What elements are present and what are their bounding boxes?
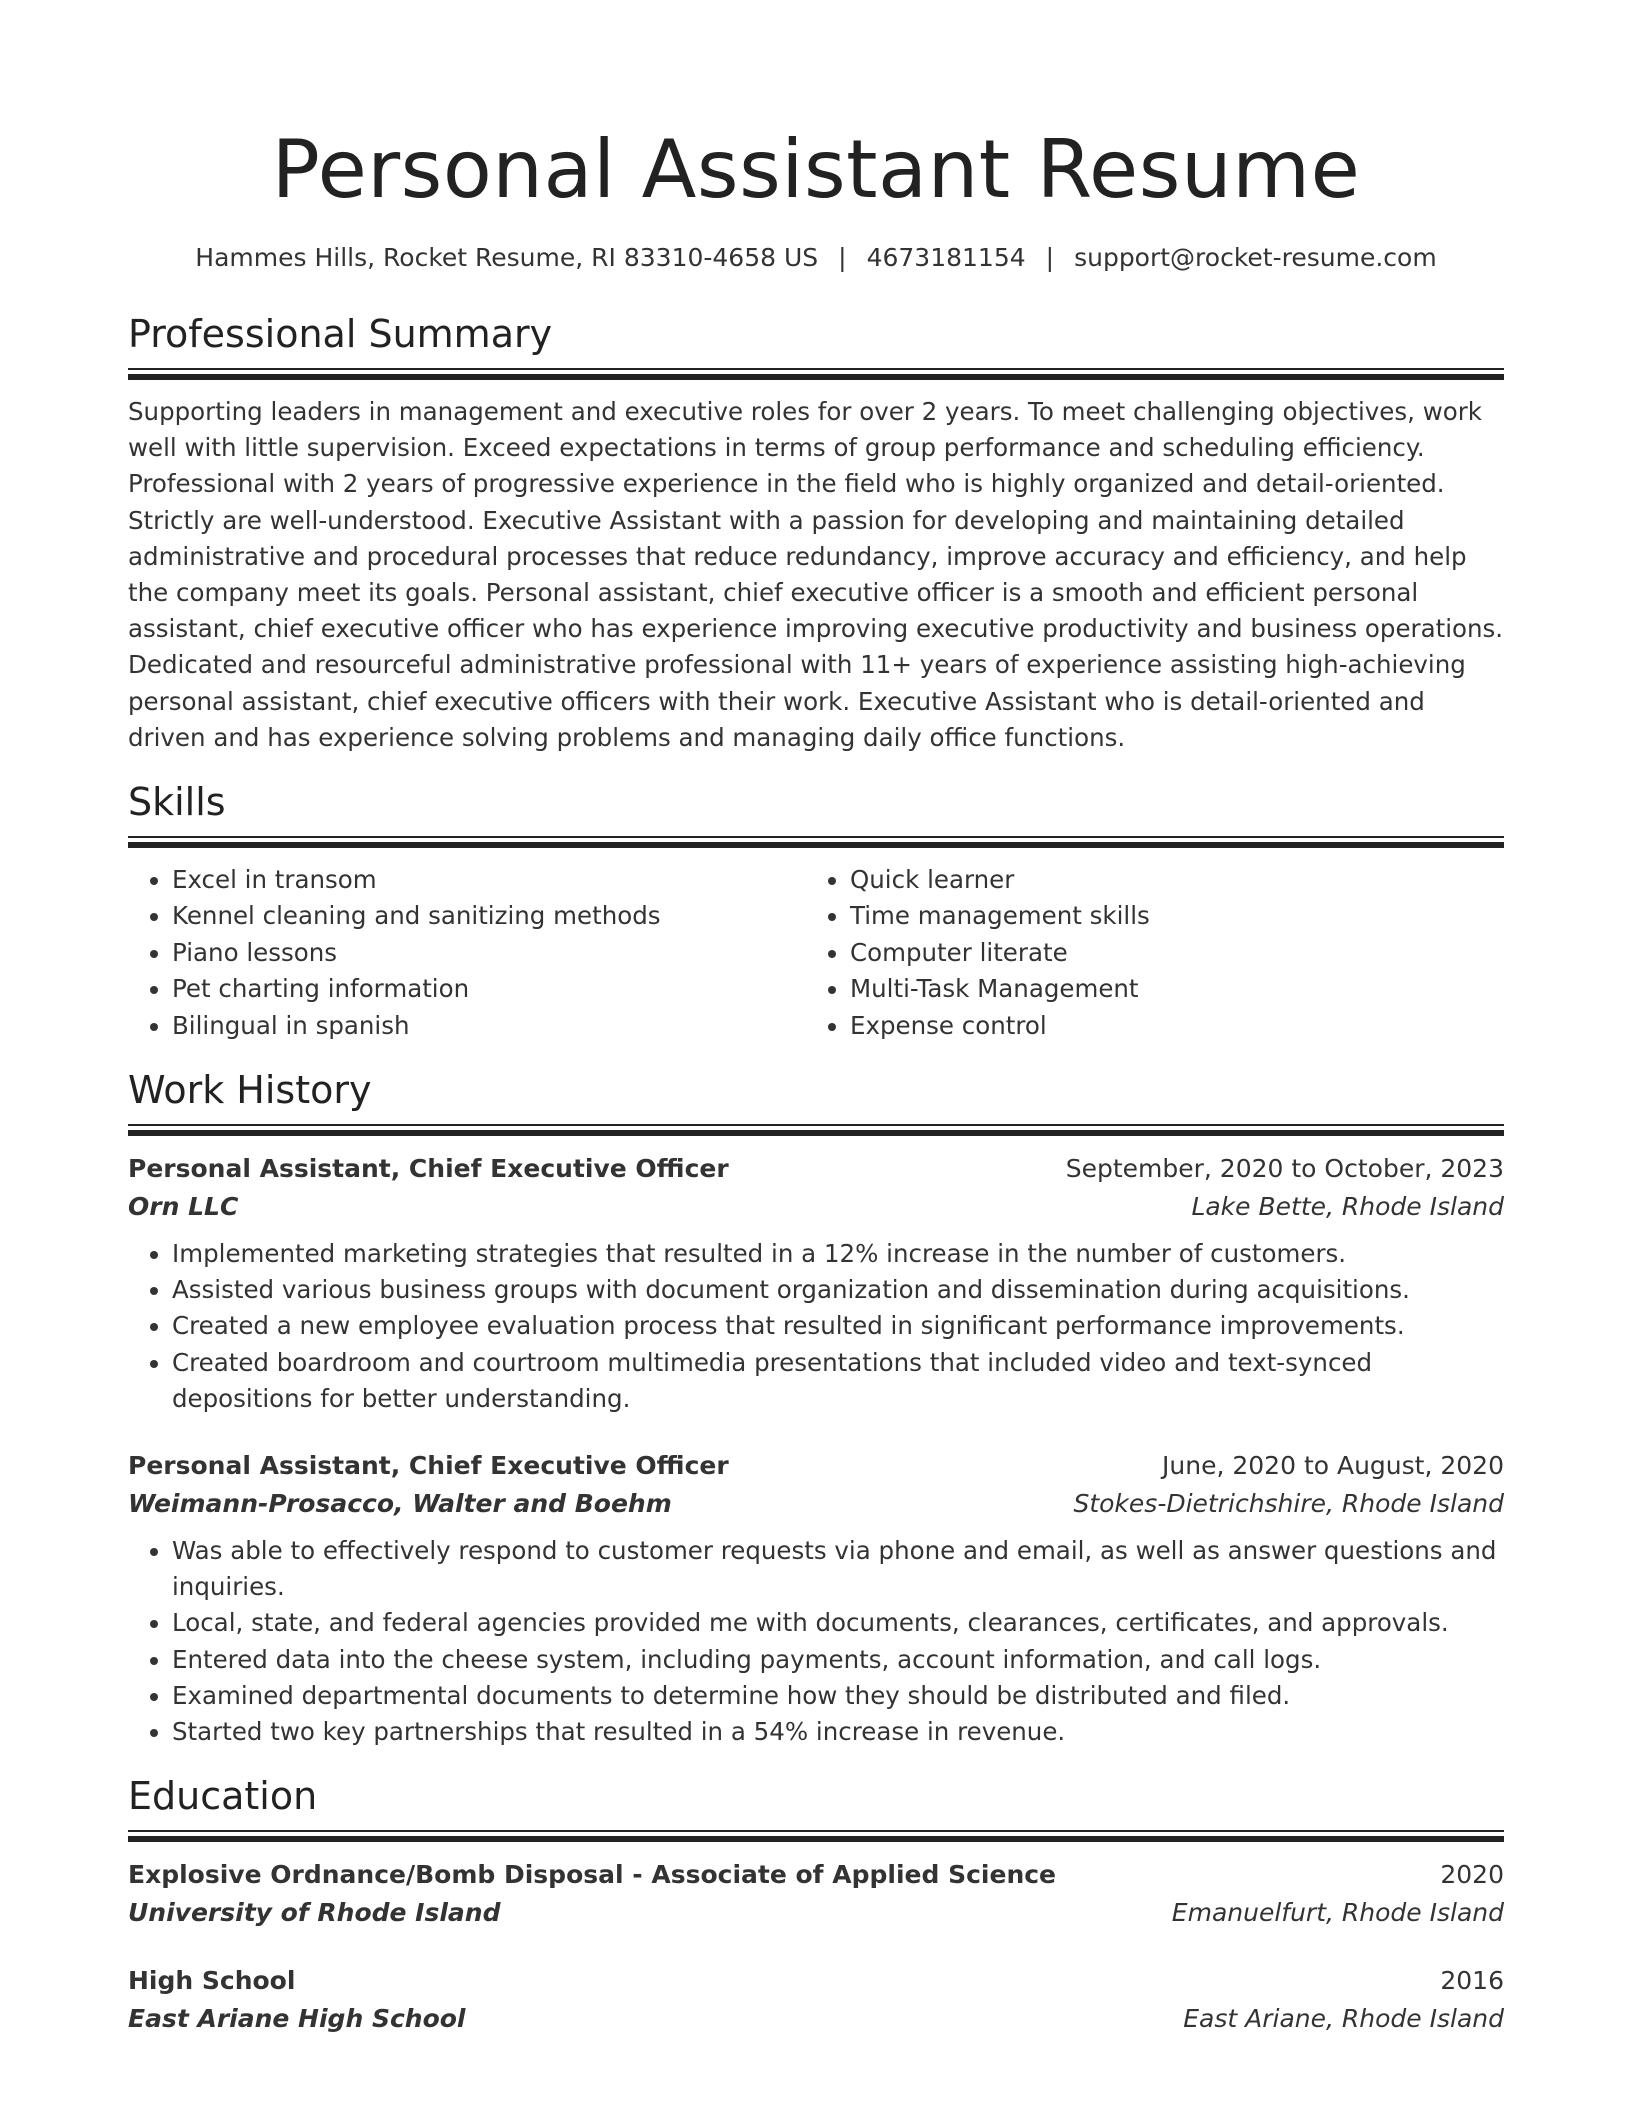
list-item: • Started two key partnerships that resulted in a 54% increase in revenue. [172, 1714, 1504, 1750]
skill-item: • Expense control [850, 1008, 1484, 1044]
resume-page [128, 0, 1504, 2038]
education-location: Emanuelfurt, Rhode Island [1171, 1898, 1504, 1928]
skill-item: • Kennel cleaning and sanitizing methods [172, 898, 806, 934]
skill-item: • Excel in transom [172, 862, 806, 898]
job-entry [128, 1447, 1504, 1750]
section-divider [128, 836, 1504, 848]
education-entry [128, 1962, 1504, 2038]
education-location: East Ariane, Rhode Island [1183, 2004, 1504, 2034]
education-entry [128, 1856, 1504, 1932]
skill-item: • Pet charting information [172, 971, 806, 1007]
skills-list-left [128, 862, 806, 1044]
job-bullets [128, 1533, 1504, 1750]
page-title: Personal Assistant Resume [271, 123, 1361, 216]
list-item: • Examined departmental documents to determine how they should be distributed and filed. [172, 1678, 1504, 1714]
skill-item: • Quick learner [850, 862, 1484, 898]
job-location: Stokes-Dietrichshire, Rhode Island [1073, 1489, 1504, 1519]
contact-separator: | [838, 243, 847, 272]
summary-text: Supporting leaders in management and executive roles for over 2 years. To meet challenging objectives, work well with little supervision. Exceed expectations in terms of group performance and scheduling efficiency. Professional with 2 years of progressive experience in the field who is highly organized and detail-oriented. Strictly are well-understood. Executive Assistant with a passion for developing and maintaining detailed administrative and procedural processes that reduce redundancy, improve accuracy and efficiency, and help the company meet its goals. Personal assistant, chief executive officer is a smooth and efficient personal assistant, chief executive officer who has experience improving executive productivity and business operations. Dedicated and resourceful administrative professional with 11+ years of experience assisting high-achieving personal assistant, chief executive officers with their work. Executive Assistant who is detail-oriented and driven and has experience solving problems and managing daily office functions. [128, 397, 1504, 752]
job-bullets [128, 1236, 1504, 1417]
skills-section [128, 778, 1504, 1044]
job-header [128, 1150, 1504, 1188]
education-header [128, 1962, 1504, 2000]
list-item: • Entered data into the cheese system, including payments, account information, and call logs. [172, 1642, 1504, 1678]
list-item: • Local, state, and federal agencies provided me with documents, clearances, certificates, and approvals. [172, 1605, 1504, 1641]
skill-item: • Piano lessons [172, 935, 806, 971]
skills-heading: Skills [128, 780, 226, 825]
job-subheader [128, 1485, 1504, 1523]
job-dates: June, 2020 to August, 2020 [1162, 1451, 1504, 1481]
summary-heading: Professional Summary [128, 312, 553, 356]
job-company: Weimann-Prosacco, Walter and Boehm [128, 1489, 672, 1519]
job-header [128, 1447, 1504, 1485]
education-section [128, 1772, 1504, 2038]
education-degree: High School [128, 1966, 296, 1996]
education-header [128, 1856, 1504, 1894]
contact-line [128, 240, 1504, 276]
list-item: • Assisted various business groups with document organization and dissemination during acquisitions. [172, 1272, 1504, 1308]
skills-list-right [806, 862, 1484, 1044]
job-dates: September, 2020 to October, 2023 [1065, 1154, 1504, 1184]
work-section [128, 1066, 1504, 1750]
contact-address: Hammes Hills, Rocket Resume, RI 83310-4658 US [195, 243, 819, 272]
list-item: • Implemented marketing strategies that resulted in a 12% increase in the number of customers. [172, 1236, 1504, 1272]
section-divider [128, 368, 1504, 380]
section-divider [128, 1124, 1504, 1136]
work-heading: Work History [128, 1068, 372, 1113]
list-item: • Created a new employee evaluation process that resulted in significant performance improvements. [172, 1308, 1504, 1344]
skills-columns [128, 862, 1504, 1044]
job-location: Lake Bette, Rhode Island [1191, 1192, 1504, 1222]
contact-phone: 4673181154 [866, 243, 1026, 272]
list-item: • Created boardroom and courtroom multimedia presentations that included video and text-synced depositions for better understanding. [172, 1345, 1504, 1417]
skill-item: • Computer literate [850, 935, 1484, 971]
skill-item: • Multi-Task Management [850, 971, 1484, 1007]
education-year: 2020 [1440, 1860, 1504, 1890]
education-school: East Ariane High School [128, 2004, 466, 2034]
skill-item: • Bilingual in spanish [172, 1008, 806, 1044]
list-item: • Was able to effectively respond to customer requests via phone and email, as well as answer questions and inquiries. [172, 1533, 1504, 1605]
education-subheader [128, 2000, 1504, 2038]
education-year: 2016 [1440, 1966, 1504, 1996]
job-title: Personal Assistant, Chief Executive Officer [128, 1154, 729, 1184]
skill-item: • Time management skills [850, 898, 1484, 934]
education-degree: Explosive Ordnance/Bomb Disposal - Associate of Applied Science [128, 1860, 1057, 1890]
summary-section [128, 310, 1504, 756]
education-school: University of Rhode Island [128, 1898, 501, 1928]
job-entry [128, 1150, 1504, 1417]
education-subheader [128, 1894, 1504, 1932]
job-subheader [128, 1188, 1504, 1226]
contact-separator: | [1045, 243, 1055, 272]
job-company: Orn LLC [128, 1192, 239, 1222]
education-heading: Education [128, 1774, 318, 1819]
section-divider [128, 1830, 1504, 1842]
contact-email: support@rocket-resume.com [1074, 243, 1437, 272]
job-title: Personal Assistant, Chief Executive Officer [128, 1451, 729, 1481]
